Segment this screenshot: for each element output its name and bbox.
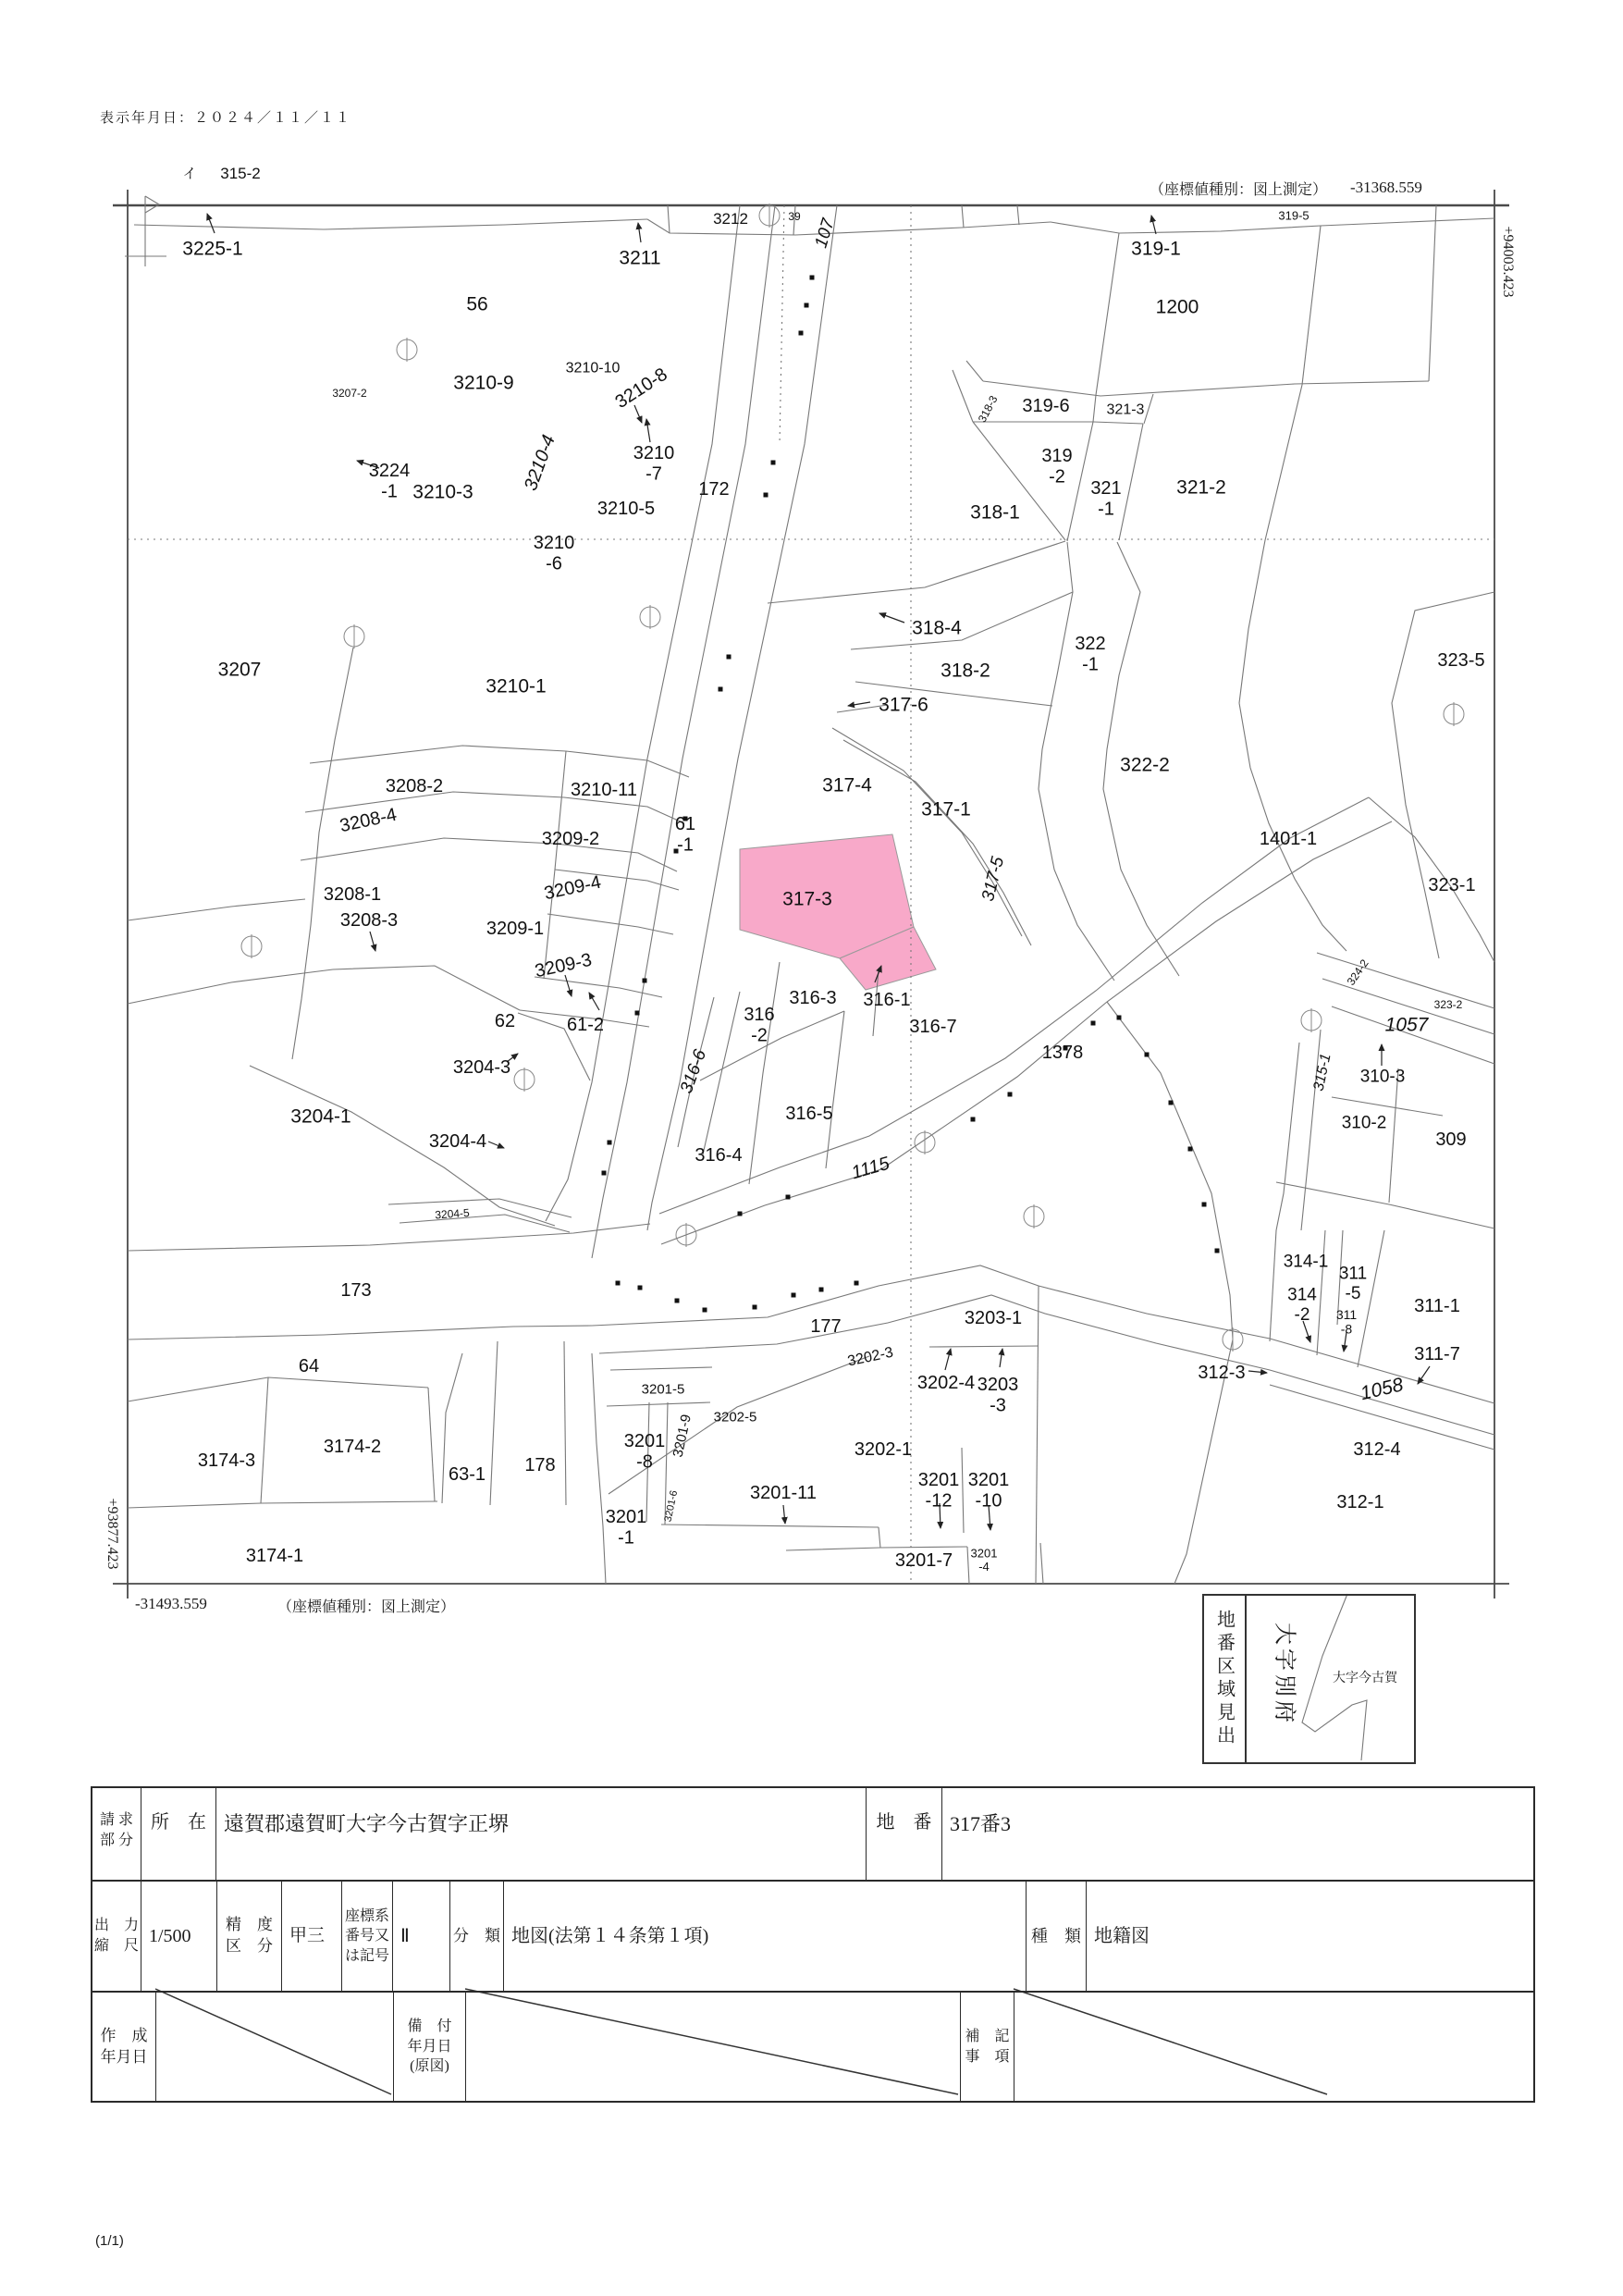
parcel-label-3174-1: 3174-1 bbox=[245, 1546, 304, 1566]
parcel-label-3201-12: 3201 -12 bbox=[917, 1470, 960, 1512]
boundary-line bbox=[1270, 1230, 1276, 1341]
boundary-line bbox=[1119, 424, 1143, 540]
parcel-label-317-5: 317-5 bbox=[978, 855, 1009, 904]
survey-point-circle bbox=[1301, 1008, 1322, 1032]
parcel-label-3204-4: 3204-4 bbox=[428, 1131, 487, 1152]
parcel-label-3204-1: 3204-1 bbox=[290, 1105, 351, 1128]
parcel-label-3210-6: 3210 -6 bbox=[533, 533, 575, 574]
leader-arrow bbox=[370, 932, 375, 951]
parcel-label-39: 39 bbox=[788, 210, 801, 224]
parcel-label-3203-3: 3203 -3 bbox=[977, 1375, 1019, 1416]
boundary-line bbox=[1093, 395, 1096, 422]
boundary-point-dot bbox=[738, 1212, 743, 1216]
filing-date-label: 備 付 年月日 (原図) bbox=[394, 1993, 466, 2101]
display-date: 表示年月日：２０２４／１１／１１ bbox=[100, 110, 352, 126]
leader-arrow bbox=[1000, 1349, 1002, 1367]
survey-point-circle bbox=[676, 1223, 696, 1247]
boundary-point-dot bbox=[1169, 1101, 1174, 1105]
boundary-point-dot bbox=[810, 276, 815, 280]
boundary-line bbox=[966, 361, 983, 381]
parcel-label-3208-4: 3208-4 bbox=[338, 804, 399, 837]
boundary-line bbox=[768, 541, 1065, 603]
boundary-point-dot bbox=[855, 1281, 859, 1286]
parcel-label-3210-1: 3210-1 bbox=[486, 675, 547, 697]
parcel-label-107: 107 bbox=[811, 216, 839, 251]
parcel-label-318-2: 318-2 bbox=[941, 660, 990, 682]
boundary-line bbox=[128, 1326, 592, 1339]
parcel-label-3209-3: 3209-3 bbox=[533, 949, 594, 982]
leader-arrow bbox=[565, 975, 572, 996]
boundary-line bbox=[1239, 385, 1302, 703]
parcel-label-3210-3: 3210-3 bbox=[412, 481, 473, 503]
parcel-label-3201-7: 3201-7 bbox=[894, 1550, 953, 1571]
parcel-label-3201-11: 3201-11 bbox=[750, 1483, 817, 1503]
parcel-label-317-3: 317-3 bbox=[782, 888, 832, 910]
boundary-point-dot bbox=[792, 1293, 796, 1298]
parcel-label-316-4: 316-4 bbox=[695, 1145, 743, 1166]
parcel-label-3202-4: 3202-4 bbox=[916, 1373, 976, 1393]
parcel-label-316-6: 316-6 bbox=[676, 1046, 711, 1096]
classification-label: 分 類 bbox=[450, 1882, 504, 1991]
coordinate-system-value: Ⅱ bbox=[393, 1882, 450, 1991]
output-scale-label: 出 力 縮 尺 bbox=[92, 1882, 141, 1991]
boundary-line bbox=[261, 1501, 437, 1503]
parcel-label-319-6: 319-6 bbox=[1022, 396, 1070, 416]
boundary-point-dot bbox=[1215, 1249, 1220, 1253]
boundary-line bbox=[826, 1011, 844, 1168]
parcel-label-3210-10: 3210-10 bbox=[565, 360, 621, 376]
boundary-line bbox=[962, 205, 964, 228]
parcel-label-3210-5: 3210-5 bbox=[596, 499, 656, 519]
parcel-label-1378: 1378 bbox=[1041, 1043, 1084, 1063]
parcel-label-3201-5: 3201-5 bbox=[641, 1381, 685, 1398]
parcel-label-318-1: 318-1 bbox=[970, 501, 1020, 524]
parcel-label-311-1: 311-1 bbox=[1414, 1296, 1460, 1316]
coord-value-left-vertical: +93877.423 bbox=[105, 1498, 120, 1570]
parcel-label-316-3: 316-3 bbox=[789, 988, 837, 1008]
legend-title-column bbox=[1204, 1596, 1247, 1762]
leader-arrow bbox=[634, 405, 642, 423]
parcel-label-イ: イ bbox=[182, 166, 197, 182]
boundary-line bbox=[610, 1367, 712, 1370]
parcel-label-3211: 3211 bbox=[619, 247, 661, 269]
parcel-label-3201-8: 3201 -8 bbox=[623, 1431, 666, 1473]
leader-arrow bbox=[783, 1505, 785, 1524]
parcel-label-319-5: 319-5 bbox=[1278, 208, 1309, 223]
boundary-line bbox=[1144, 394, 1153, 424]
parcel-label-312-4: 312-4 bbox=[1353, 1439, 1401, 1460]
boundary-line bbox=[1039, 542, 1114, 981]
survey-point-circle bbox=[759, 204, 780, 228]
page-number: (1/1) bbox=[95, 2233, 124, 2249]
boundary-line bbox=[1051, 218, 1494, 233]
boundary-line bbox=[851, 592, 1073, 649]
parcel-label-318-4: 318-4 bbox=[912, 617, 962, 639]
parcel-label-318-3: 318-3 bbox=[975, 393, 1001, 425]
parcel-label-3212: 3212 bbox=[713, 209, 748, 228]
parcel-label-3203-1: 3203-1 bbox=[964, 1308, 1023, 1328]
boundary-line bbox=[780, 205, 784, 444]
boundary-line bbox=[1067, 422, 1093, 541]
boundary-line bbox=[428, 1388, 435, 1501]
parcel-label-312-1: 312-1 bbox=[1336, 1492, 1384, 1512]
parcel-label-3210-9: 3210-9 bbox=[453, 372, 514, 394]
boundary-point-dot bbox=[1008, 1092, 1013, 1097]
survey-point-circle bbox=[1223, 1327, 1243, 1352]
parcel-label-309: 309 bbox=[1435, 1129, 1467, 1150]
parcel-label-314-2: 314 -2 bbox=[1287, 1285, 1317, 1325]
leader-arrow bbox=[488, 1142, 504, 1148]
boundary-line bbox=[1017, 205, 1019, 225]
boundary-line bbox=[661, 1524, 879, 1527]
table-row-attributes bbox=[92, 1882, 1533, 1993]
survey-point-circle bbox=[514, 1068, 535, 1092]
boundary-point-dot bbox=[1145, 1053, 1150, 1057]
boundary-line bbox=[592, 1353, 606, 1584]
boundary-line bbox=[983, 381, 1429, 396]
boundary-line bbox=[128, 1377, 428, 1401]
parcel-label-3208-3: 3208-3 bbox=[339, 910, 399, 931]
boundary-point-dot bbox=[971, 1117, 976, 1122]
parcel-label-1057: 1057 bbox=[1384, 1014, 1429, 1036]
legend-box bbox=[1202, 1594, 1416, 1764]
boundary-point-dot bbox=[819, 1288, 824, 1292]
leader-arrow bbox=[1248, 1371, 1267, 1373]
parcel-label-317-4: 317-4 bbox=[822, 774, 872, 796]
parcel-label-1058: 1058 bbox=[1358, 1374, 1406, 1405]
parcel-label-312-3: 312-3 bbox=[1198, 1363, 1246, 1383]
boundary-line bbox=[544, 751, 566, 979]
boundary-line bbox=[564, 1341, 566, 1505]
parcel-label-311-8: 311 -8 bbox=[1335, 1306, 1358, 1337]
coord-note-top: （座標値種別：図上測定） bbox=[1150, 182, 1328, 198]
precision-class-value: 甲三 bbox=[282, 1882, 342, 1991]
boundary-line bbox=[1107, 1002, 1233, 1339]
parcel-label-3209-2: 3209-2 bbox=[541, 829, 600, 849]
boundary-line bbox=[388, 1199, 572, 1217]
parcel-label-3208-2: 3208-2 bbox=[385, 776, 444, 796]
parcel-label-3209-4: 3209-4 bbox=[542, 871, 603, 905]
parcel-label-319-2: 319 -2 bbox=[1041, 446, 1073, 488]
request-part-label: 請 求 部 分 bbox=[92, 1788, 141, 1880]
creation-date-label: 作 成 年月日 bbox=[92, 1993, 156, 2101]
parcel-label-3224-1: 3224 -1 bbox=[368, 461, 411, 502]
lot-number-label: 地 番 bbox=[867, 1788, 942, 1880]
table-row-location bbox=[92, 1788, 1533, 1882]
parcel-label-315-1: 315-1 bbox=[1310, 1052, 1334, 1093]
coord-value-right-vertical: +94003.423 bbox=[1500, 226, 1516, 298]
parcel-label-3210-8: 3210-8 bbox=[611, 364, 671, 414]
boundary-point-dot bbox=[675, 1299, 680, 1303]
location-label: 所 在 bbox=[141, 1788, 216, 1880]
parcel-label-3201-9: 3201-9 bbox=[670, 1413, 695, 1459]
boundary-point-dot bbox=[608, 1141, 612, 1145]
parcel-label-61-1: 61 -1 bbox=[674, 814, 696, 856]
parcel-label-3208-1: 3208-1 bbox=[323, 884, 382, 905]
parcel-label-3204-5: 3204-5 bbox=[434, 1205, 471, 1222]
parcel-label-310-2: 310-2 bbox=[1341, 1113, 1387, 1133]
boundary-line bbox=[962, 1448, 964, 1533]
boundary-line bbox=[1276, 1043, 1299, 1230]
boundary-line bbox=[929, 1346, 1039, 1347]
leader-arrow bbox=[638, 223, 641, 242]
survey-point-circle bbox=[1024, 1204, 1044, 1228]
boundary-line bbox=[1302, 226, 1321, 385]
parcel-label-321-1: 321 -1 bbox=[1090, 478, 1122, 520]
legend-area-beppu: 大字別府 bbox=[1272, 1623, 1297, 1726]
parcel-label-3210-4: 3210-4 bbox=[520, 432, 559, 494]
parcel-label-317-6: 317-6 bbox=[879, 694, 928, 716]
parcel-label-61-2: 61-2 bbox=[566, 1015, 605, 1035]
parcel-label-323-2: 323-2 bbox=[1433, 998, 1463, 1012]
survey-point-circle bbox=[241, 934, 262, 958]
parcel-label-3202-3: 3202-3 bbox=[846, 1344, 895, 1370]
boundary-point-dot bbox=[602, 1171, 607, 1176]
coordinate-system-label: 座標系 番号又 は記号 bbox=[342, 1882, 393, 1991]
parcel-label-177: 177 bbox=[810, 1316, 842, 1337]
parcel-label-3225-1: 3225-1 bbox=[182, 238, 243, 260]
parcel-label-3201-4: 3201 -4 bbox=[970, 1546, 998, 1574]
boundary-line bbox=[128, 1224, 650, 1251]
parcel-label-315-2: 315-2 bbox=[220, 164, 261, 182]
boundary-point-dot bbox=[719, 687, 723, 692]
boundary-line bbox=[400, 1215, 570, 1232]
precision-class-label: 精 度 区 分 bbox=[217, 1882, 282, 1991]
boundary-line bbox=[1036, 1286, 1039, 1584]
boundary-point-dot bbox=[727, 655, 732, 660]
parcel-label-323-1: 323-1 bbox=[1428, 875, 1476, 895]
legend-title: 地番区域見出 bbox=[1213, 1610, 1235, 1748]
boundary-line bbox=[647, 205, 837, 1230]
leader-arrow bbox=[207, 214, 215, 233]
parcel-label-1115: 1115 bbox=[849, 1153, 892, 1184]
boundary-point-dot bbox=[799, 331, 804, 336]
parcel-label-1200: 1200 bbox=[1155, 296, 1199, 318]
parcel-label-3207-2: 3207-2 bbox=[332, 387, 367, 401]
boundary-point-dot bbox=[786, 1195, 791, 1200]
boundary-line bbox=[967, 1547, 969, 1584]
parcel-label-322-2: 322-2 bbox=[1120, 754, 1170, 776]
boundary-line bbox=[953, 370, 973, 422]
parcel-label-311-7: 311-7 bbox=[1414, 1344, 1460, 1364]
creation-date-value-empty bbox=[156, 1993, 394, 2101]
boundary-point-dot bbox=[1202, 1203, 1207, 1207]
boundary-line bbox=[668, 205, 670, 233]
output-scale-value: 1/500 bbox=[141, 1882, 217, 1991]
boundary-line bbox=[1096, 233, 1119, 395]
parcel-label-316-7: 316-7 bbox=[909, 1017, 957, 1037]
filing-date-value-empty bbox=[466, 1993, 961, 2101]
parcel-label-316-1: 316-1 bbox=[863, 990, 911, 1010]
boundary-line bbox=[128, 1503, 261, 1508]
parcel-label-314-1: 314-1 bbox=[1283, 1252, 1329, 1272]
parcel-label-319-1: 319-1 bbox=[1131, 238, 1181, 260]
kind-value: 地籍図 bbox=[1094, 1925, 1150, 1946]
boundary-line bbox=[1392, 592, 1494, 958]
parcel-label-3174-2: 3174-2 bbox=[323, 1437, 382, 1457]
boundary-line bbox=[546, 205, 743, 1221]
parcel-label-3201-1: 3201 -1 bbox=[605, 1507, 647, 1549]
leader-arrow bbox=[589, 993, 599, 1010]
boundary-point-dot bbox=[638, 1286, 643, 1290]
boundary-line bbox=[1429, 205, 1436, 381]
parcel-label-3202-1: 3202-1 bbox=[854, 1439, 913, 1460]
leader-arrow bbox=[848, 702, 870, 706]
boundary-line bbox=[128, 899, 305, 920]
kind-label: 種 類 bbox=[1027, 1882, 1087, 1991]
parcel-label-63-1: 63-1 bbox=[448, 1464, 486, 1485]
boundary-line bbox=[128, 966, 520, 1010]
parcel-label-1401-1: 1401-1 bbox=[1259, 829, 1318, 849]
survey-point-circle bbox=[640, 605, 660, 629]
boundary-point-dot bbox=[805, 303, 809, 308]
classification-value: 地図(法第１４条第１項) bbox=[504, 1882, 1027, 1991]
parcel-label-3204-3: 3204-3 bbox=[452, 1057, 511, 1078]
parcel-label-316-5: 316-5 bbox=[785, 1104, 833, 1124]
parcel-label-310-3: 310-3 bbox=[1359, 1067, 1406, 1087]
boundary-line bbox=[261, 1377, 268, 1503]
parcel-label-321-2: 321-2 bbox=[1176, 476, 1226, 499]
boundary-line bbox=[1040, 1543, 1043, 1584]
certificate-info-table bbox=[91, 1786, 1535, 2103]
boundary-point-dot bbox=[703, 1308, 707, 1313]
boundary-point-dot bbox=[764, 493, 768, 498]
boundary-line bbox=[1317, 1230, 1325, 1355]
boundary-point-dot bbox=[771, 461, 776, 465]
legend-body bbox=[1247, 1596, 1414, 1762]
parcel-label-311-5: 311 -5 bbox=[1338, 1264, 1368, 1303]
leader-arrow bbox=[945, 1349, 951, 1370]
parcel-label-3207: 3207 bbox=[217, 659, 262, 681]
boundary-line bbox=[490, 1341, 498, 1505]
parcel-label-62: 62 bbox=[494, 1011, 516, 1031]
survey-point-circle bbox=[344, 624, 364, 648]
boundary-line bbox=[1389, 1068, 1398, 1203]
boundary-line bbox=[301, 838, 677, 871]
boundary-point-dot bbox=[635, 1011, 640, 1016]
boundary-line bbox=[310, 746, 689, 777]
parcel-label-316-2: 316 -2 bbox=[744, 1005, 775, 1046]
parcel-label-3201-10: 3201 -10 bbox=[967, 1470, 1010, 1512]
boundary-point-dot bbox=[1188, 1147, 1193, 1152]
parcel-label-3202-5: 3202-5 bbox=[713, 1409, 757, 1426]
leader-arrow bbox=[646, 419, 650, 442]
parcel-label-64: 64 bbox=[298, 1356, 320, 1376]
parcel-label-173: 173 bbox=[340, 1280, 372, 1301]
boundary-line bbox=[1358, 1230, 1384, 1367]
boundary-line bbox=[879, 1527, 880, 1548]
parcel-label-56: 56 bbox=[466, 293, 488, 315]
boundary-point-dot bbox=[616, 1281, 621, 1286]
parcel-label-3174-3: 3174-3 bbox=[197, 1450, 256, 1471]
survey-point-circle bbox=[915, 1130, 935, 1154]
coord-value-bottom-left: -31493.559 bbox=[135, 1595, 207, 1612]
leader-arrow bbox=[1151, 216, 1156, 234]
parcel-label-321-3: 321-3 bbox=[1106, 401, 1145, 418]
supplementary-note-value-empty bbox=[1014, 1993, 1533, 2101]
table-row-dates bbox=[92, 1993, 1533, 2101]
coord-note-bottom: （座標値種別：図上測定） bbox=[277, 1599, 456, 1615]
leader-arrow bbox=[1418, 1366, 1430, 1384]
legend-area-imakoga: 大字今古賀 bbox=[1333, 1670, 1397, 1685]
boundary-point-dot bbox=[1091, 1021, 1096, 1026]
location-value: 遠賀郡遠賀町大字今古賀字正堺 bbox=[216, 1788, 867, 1880]
boundary-point-dot bbox=[753, 1305, 757, 1310]
boundary-point-dot bbox=[1117, 1016, 1122, 1020]
parcel-label-322-1: 322 -1 bbox=[1075, 634, 1106, 675]
parcel-label-172: 172 bbox=[698, 479, 730, 500]
parcel-label-178: 178 bbox=[524, 1455, 556, 1475]
coord-value-top-right: -31368.559 bbox=[1350, 179, 1422, 196]
boundary-line bbox=[749, 962, 780, 1184]
boundary-line bbox=[973, 422, 1143, 424]
parcel-label-3209-1: 3209-1 bbox=[486, 919, 545, 939]
leader-arrow bbox=[879, 613, 904, 623]
parcel-label-3210-7: 3210 -7 bbox=[633, 443, 675, 485]
survey-point-circle bbox=[397, 338, 417, 362]
lot-number-value: 317番3 bbox=[950, 1812, 1012, 1835]
parcel-label-323-5: 323-5 bbox=[1437, 650, 1485, 671]
boundary-line bbox=[703, 992, 740, 1154]
parcel-label-3210-11: 3210-11 bbox=[571, 780, 637, 800]
parcel-label-317-1: 317-1 bbox=[921, 798, 971, 821]
parcel-label-3201-6: 3201-6 bbox=[662, 1489, 681, 1524]
boundary-line bbox=[1276, 1182, 1494, 1228]
survey-point-circle bbox=[1444, 702, 1464, 726]
boundary-point-dot bbox=[643, 979, 647, 983]
parcel-label-324-2: 324-2 bbox=[1344, 957, 1371, 988]
boundary-line bbox=[607, 1402, 710, 1406]
boundary-line bbox=[1239, 703, 1346, 951]
supplementary-note-label: 補 記 事 項 bbox=[961, 1993, 1014, 2101]
